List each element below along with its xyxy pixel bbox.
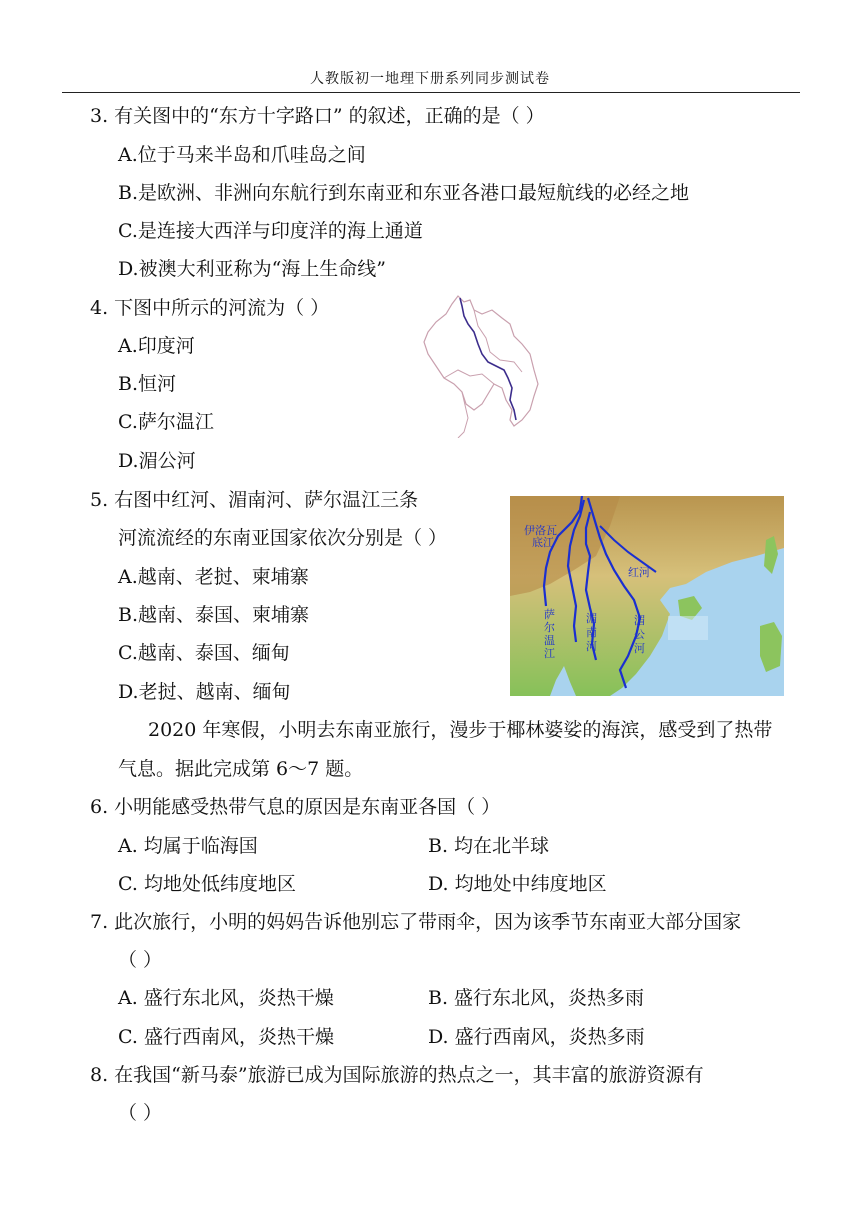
question-7-option-d: D. 盛行西南风，炎热多雨 <box>428 1026 645 1048</box>
question-4-option-d: D.湄公河 <box>118 450 196 472</box>
map-label-salween-4: 江 <box>544 648 555 660</box>
question-6-option-a: A. 均属于临海国 <box>118 835 258 857</box>
map-label-salween-1: 萨 <box>544 609 555 621</box>
question-4-option-b: B.恒河 <box>118 373 177 395</box>
question-5-option-c: C.越南、泰国、缅甸 <box>118 642 290 664</box>
map-label-irrawaddy-2: 底江 <box>532 537 554 549</box>
question-7-option-a: A. 盛行东北风，炎热干燥 <box>118 987 334 1009</box>
map-label-irrawaddy-1: 伊洛瓦 <box>524 525 557 537</box>
question-6-option-d: D. 均地处中纬度地区 <box>428 873 607 895</box>
question-7-answer-paren: （ ） <box>118 949 163 971</box>
map-label-mekong-2: 公 <box>634 629 645 641</box>
question-4-option-c: C.萨尔温江 <box>118 411 214 433</box>
map-label-mekong-1: 湄 <box>634 615 645 627</box>
question-6-option-b: B. 均在北半球 <box>428 835 550 857</box>
question-8-answer-paren: （ ） <box>118 1102 163 1124</box>
question-5-option-a: A.越南、老挝、柬埔寨 <box>118 566 309 588</box>
question-7-option-c: C. 盛行西南风，炎热干燥 <box>118 1026 334 1048</box>
page-header: 人教版初一地理下册系列同步测试卷 <box>310 71 550 87</box>
question-5-option-b: B.越南、泰国、柬埔寨 <box>118 604 310 626</box>
question-5-stem-line1: 5. 右图中红河、湄南河、萨尔温江三条 <box>90 489 419 511</box>
southeast-asia-rivers-map <box>510 496 784 696</box>
internal-border <box>458 392 468 438</box>
question-3-option-a: A.位于马来半岛和爪哇岛之间 <box>118 144 366 166</box>
question-3-option-c: C.是连接大西洋与印度洋的海上通道 <box>118 220 423 242</box>
question-6-option-c: C. 均地处低纬度地区 <box>118 873 296 895</box>
map-label-menam-3: 河 <box>586 641 597 653</box>
map-label-salween-2: 尔 <box>544 622 555 634</box>
question-5-stem-line2: 河流流经的东南亚国家依次分别是（ ） <box>118 527 448 549</box>
question-5-option-d: D.老挝、越南、缅甸 <box>118 681 291 703</box>
map-label-salween-3: 温 <box>544 635 555 647</box>
question-3-stem: 3. 有关图中的“东方十字路口” 的叙述，正确的是（ ） <box>90 105 545 127</box>
river-outline-map <box>418 292 542 438</box>
map-label-menam-1: 湄 <box>586 613 597 625</box>
map-label-mekong-3: 河 <box>634 643 645 655</box>
header-rule <box>62 92 800 93</box>
question-8-stem: 8. 在我国“新马泰”旅游已成为国际旅游的热点之一，其丰富的旅游资源有 <box>90 1064 704 1086</box>
question-7-stem: 7. 此次旅行，小明的妈妈告诉他别忘了带雨伞，因为该季节东南亚大部分国家 <box>90 911 742 933</box>
question-4-stem: 4. 下图中所示的河流为（ ） <box>90 297 330 319</box>
question-6-stem: 6. 小明能感受热带气息的原因是东南亚各国（ ） <box>90 796 501 818</box>
question-4-option-a: A.印度河 <box>118 335 195 357</box>
intro-paragraph-line1: 2020 年寒假，小明去东南亚旅行，漫步于椰林婆娑的海滨，感受到了热带 <box>148 719 773 741</box>
question-7-option-b: B. 盛行东北风，炎热多雨 <box>428 987 645 1009</box>
intro-paragraph-line2: 气息。据此完成第 6～7 题。 <box>118 758 364 780</box>
map-label-red-river: 红河 <box>628 567 650 579</box>
question-3-option-b: B.是欧洲、非洲向东航行到东南亚和东亚各港口最短航线的必经之地 <box>118 182 690 204</box>
question-3-option-d: D.被澳大利亚称为“海上生命线” <box>118 258 387 280</box>
country-outline <box>424 296 538 426</box>
map-label-menam-2: 南 <box>586 627 597 639</box>
internal-border <box>474 310 522 372</box>
